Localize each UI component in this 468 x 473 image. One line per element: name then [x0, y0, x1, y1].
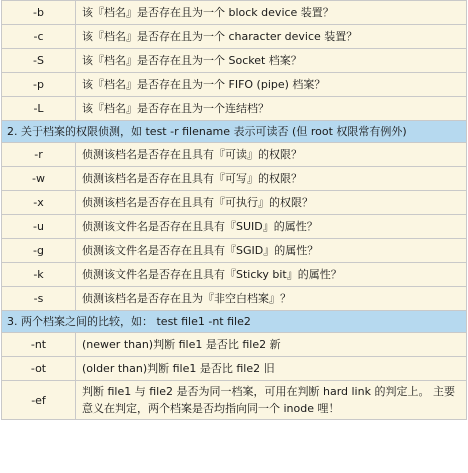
table-row [2, 287, 467, 311]
option-cell: -r [2, 143, 76, 167]
section-header-row [2, 121, 467, 143]
table-row [2, 191, 467, 215]
table-row [2, 167, 467, 191]
section-header-permissions: 2. 关于档案的权限侦测，如 test -r filename 表示可读否 (但 root 权限常有例外) [2, 121, 467, 143]
description-cell: 侦测该档名是否存在且具有『可写』的权限？ [76, 167, 467, 191]
option-cell: -g [2, 239, 76, 263]
table-row [2, 97, 467, 121]
description-cell: 侦测该文件名是否存在且具有『SGID』的属性？ [76, 239, 467, 263]
option-cell: -x [2, 191, 76, 215]
description-cell: 侦测该档名是否存在且具有『可读』的权限？ [76, 143, 467, 167]
table-row [2, 263, 467, 287]
option-cell: -ot [2, 357, 76, 381]
description-cell: 该『档名』是否存在且为一个连结档？ [76, 97, 467, 121]
description-cell: 该『档名』是否存在且为一个 FIFO (pipe) 档案？ [76, 73, 467, 97]
table-row [2, 381, 467, 420]
test-options-table [1, 0, 467, 420]
description-cell: 该『档名』是否存在且为一个 Socket 档案？ [76, 49, 467, 73]
option-cell: -c [2, 25, 76, 49]
option-cell: -S [2, 49, 76, 73]
description-cell: 侦测该文件名是否存在且具有『Sticky bit』的属性？ [76, 263, 467, 287]
table-row [2, 73, 467, 97]
description-cell: 该『档名』是否存在且为一个 block device 装置？ [76, 1, 467, 25]
description-cell: (older than)判断 file1 是否比 file2 旧 [76, 357, 467, 381]
option-cell: -k [2, 263, 76, 287]
option-cell: -ef [2, 381, 76, 420]
table-row [2, 357, 467, 381]
description-cell: 侦测该档名是否存在且为『非空白档案』？ [76, 287, 467, 311]
description-cell: 侦测该文件名是否存在且具有『SUID』的属性？ [76, 215, 467, 239]
section-header-row [2, 311, 467, 333]
description-cell: 判断 file1 与 file2 是否为同一档案，可用在判断 hard link 的判定上。 主要意义在判定，两个档案是否均指向同一个 inode 哩！ [76, 381, 467, 420]
option-cell: -p [2, 73, 76, 97]
option-cell: -w [2, 167, 76, 191]
option-cell: -s [2, 287, 76, 311]
option-cell: -u [2, 215, 76, 239]
table-row [2, 25, 467, 49]
table-row [2, 215, 467, 239]
section-header-comparison: 3. 两个档案之间的比较，如： test file1 -nt file2 [2, 311, 467, 333]
description-cell: 侦测该档名是否存在且具有『可执行』的权限？ [76, 191, 467, 215]
table-row [2, 143, 467, 167]
table-row [2, 1, 467, 25]
option-cell: -nt [2, 333, 76, 357]
table-row [2, 239, 467, 263]
table-row [2, 333, 467, 357]
description-cell: 该『档名』是否存在且为一个 character device 装置？ [76, 25, 467, 49]
table-row [2, 49, 467, 73]
option-cell: -L [2, 97, 76, 121]
option-cell: -b [2, 1, 76, 25]
description-cell: (newer than)判断 file1 是否比 file2 新 [76, 333, 467, 357]
